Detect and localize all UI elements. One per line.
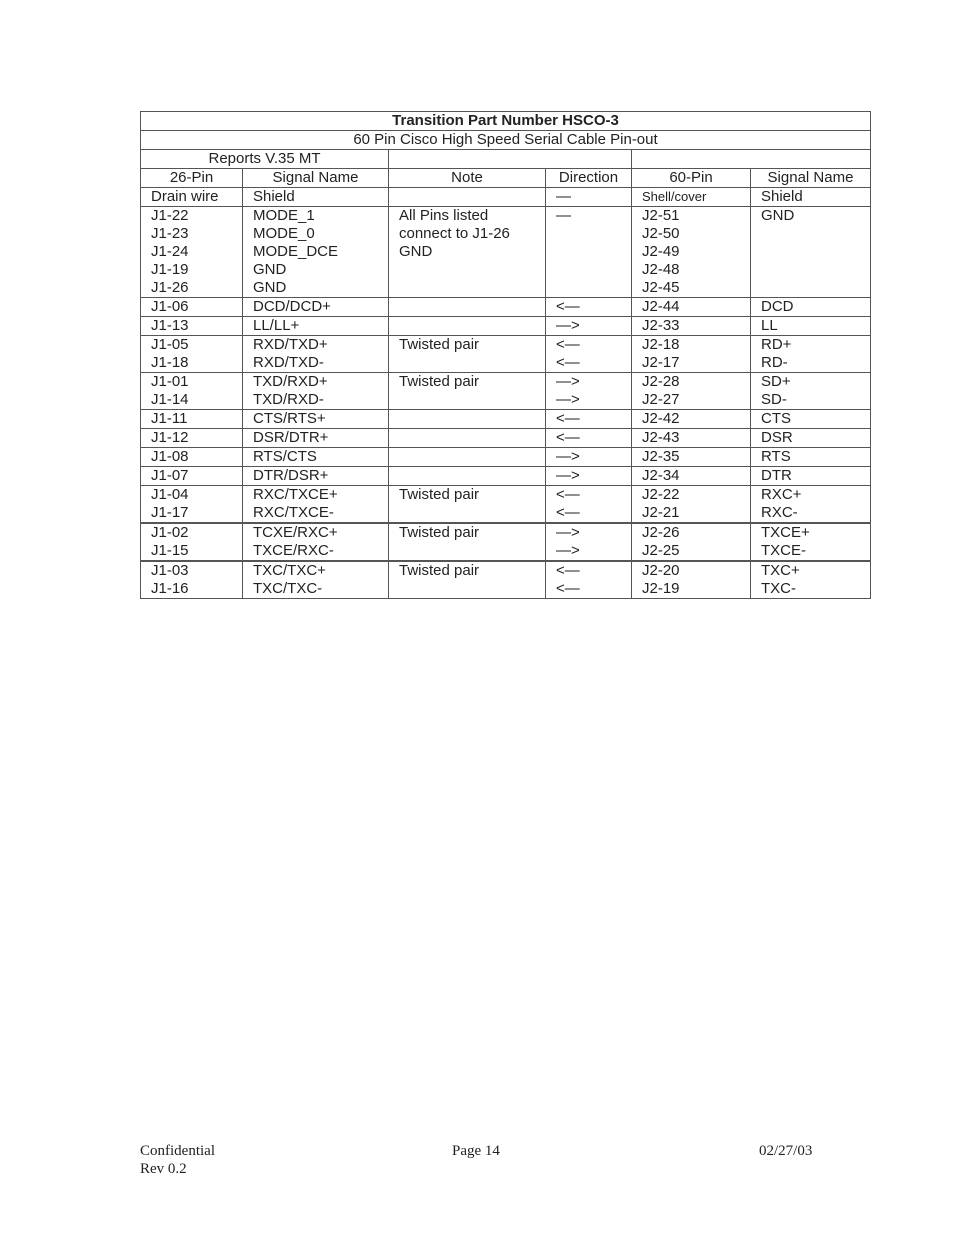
cell-line: J1-05 (151, 336, 189, 353)
pin-26-cell (141, 373, 243, 410)
cell-line: TXCE+ (761, 524, 810, 541)
note-cell (389, 561, 546, 599)
note-cell (389, 207, 546, 298)
header-signal-name-right: Signal Name (751, 169, 871, 188)
note-cell (389, 429, 546, 448)
cell-line: Drain wire (151, 188, 219, 205)
table-row (141, 561, 871, 599)
cell-line: TXC+ (761, 562, 800, 579)
cell-line: J1-14 (151, 391, 189, 408)
cell-line: GND (761, 207, 795, 224)
cell-line: SD- (761, 391, 787, 408)
cell-line: RXC- (761, 504, 798, 521)
cell-line: J2-33 (642, 317, 680, 334)
signal-name-26-cell (243, 467, 389, 486)
cell-line (399, 467, 535, 485)
cell-line: Twisted pair (399, 562, 480, 579)
cell-line: Twisted pair (399, 486, 480, 503)
table-row (141, 188, 871, 207)
cell-line: GND (253, 279, 287, 296)
direction-cell (546, 207, 632, 298)
signal-name-60-cell (751, 207, 871, 298)
direction-cell (546, 373, 632, 410)
note-cell (389, 298, 546, 317)
group-label-right (632, 150, 871, 169)
cell-line: J1-22 (151, 207, 189, 224)
cell-line: TXC/TXC- (253, 580, 323, 597)
cell-line (399, 317, 535, 335)
cell-line: <— (556, 336, 580, 353)
cell-line: J2-34 (642, 467, 680, 484)
note-cell (389, 188, 546, 207)
cell-line: J1-16 (151, 580, 189, 597)
pin-26-cell (141, 207, 243, 298)
cell-line: J2-50 (642, 225, 680, 242)
cell-line: RXD/TXD+ (253, 336, 328, 353)
cell-line: J1-04 (151, 486, 189, 503)
cell-line: —> (556, 542, 580, 559)
pin-26-cell (141, 429, 243, 448)
pin-26-cell (141, 467, 243, 486)
cell-line: <— (556, 562, 580, 579)
cell-line: Shield (761, 188, 803, 205)
cell-line: —> (556, 317, 580, 334)
signal-name-60-cell (751, 373, 871, 410)
note-cell (389, 336, 546, 373)
cell-line: — (556, 207, 571, 224)
signal-name-60-cell (751, 448, 871, 467)
pin-26-cell (141, 298, 243, 317)
cell-line: CTS/RTS+ (253, 410, 326, 427)
cell-line: — (556, 188, 571, 205)
cell-line: J2-45 (642, 279, 680, 296)
signal-name-60-cell (751, 523, 871, 561)
cell-line: J2-18 (642, 336, 680, 353)
footer-confidential: Confidential (140, 1143, 215, 1159)
pin-26-cell (141, 410, 243, 429)
cell-line: <— (556, 580, 580, 597)
cell-line: All Pins listed (399, 207, 489, 224)
cell-line: DTR/DSR+ (253, 467, 329, 484)
cell-line: TXCE- (761, 542, 806, 559)
signal-name-26-cell (243, 207, 389, 298)
note-cell (389, 523, 546, 561)
cell-line: <— (556, 298, 580, 315)
pin-60-cell (632, 207, 751, 298)
signal-name-26-cell (243, 523, 389, 561)
header-60-pin: 60-Pin (632, 169, 751, 188)
cell-line: J2-22 (642, 486, 680, 503)
pin-26-cell (141, 523, 243, 561)
cell-line: —> (556, 391, 580, 408)
table-row (141, 467, 871, 486)
table-row (141, 298, 871, 317)
cell-line: MODE_0 (253, 225, 315, 242)
cell-line: J2-25 (642, 542, 680, 559)
cell-line: J2-48 (642, 261, 680, 278)
direction-cell (546, 410, 632, 429)
cell-line: RXC/TXCE- (253, 504, 334, 521)
cell-line: —> (556, 524, 580, 541)
header-signal-name-left: Signal Name (243, 169, 389, 188)
cell-line: <— (556, 410, 580, 427)
cell-line (399, 429, 535, 447)
footer-page-number: Page 14 (452, 1143, 500, 1159)
cell-line: J2-42 (642, 410, 680, 427)
cell-line: <— (556, 486, 580, 503)
cell-line: RTS (761, 448, 791, 465)
table-row (141, 486, 871, 524)
cell-line: <— (556, 354, 580, 371)
cell-line: J2-19 (642, 580, 680, 597)
cell-line: J1-26 (151, 279, 189, 296)
cell-line: RD+ (761, 336, 792, 353)
signal-name-60-cell (751, 467, 871, 486)
note-cell (389, 467, 546, 486)
pin-26-cell (141, 486, 243, 524)
cell-line: TXD/RXD- (253, 391, 324, 408)
cell-line: Shell/cover (642, 189, 707, 204)
pin-60-cell (632, 298, 751, 317)
cell-line: DCD/DCD+ (253, 298, 331, 315)
cell-line: J2-28 (642, 373, 680, 390)
cell-line: TXC- (761, 580, 796, 597)
cell-line: RTS/CTS (253, 448, 317, 465)
direction-cell (546, 486, 632, 524)
cell-line: J1-15 (151, 542, 189, 559)
signal-name-60-cell (751, 298, 871, 317)
pin-60-cell (632, 448, 751, 467)
table-row (141, 410, 871, 429)
note-cell (389, 317, 546, 336)
group-label-left: Reports V.35 MT (141, 150, 389, 169)
cell-line: GND (253, 261, 287, 278)
cell-line: J1-24 (151, 243, 189, 260)
table-subtitle: 60 Pin Cisco High Speed Serial Cable Pin-out (141, 131, 871, 150)
cell-line: J1-11 (151, 410, 188, 427)
pin-60-cell (632, 429, 751, 448)
cell-line: J2-35 (642, 448, 680, 465)
cell-line: LL/LL+ (253, 317, 300, 334)
cell-line: Twisted pair (399, 524, 480, 541)
cell-line: J1-12 (151, 429, 189, 446)
cell-line: J1-07 (151, 467, 189, 484)
pin-26-cell (141, 336, 243, 373)
group-label-middle (389, 150, 632, 169)
signal-name-26-cell (243, 317, 389, 336)
pin-60-cell (632, 523, 751, 561)
pin-26-cell (141, 448, 243, 467)
pin-60-cell (632, 486, 751, 524)
cell-line: J2-49 (642, 243, 680, 260)
cell-line: MODE_DCE (253, 243, 339, 260)
signal-name-26-cell (243, 429, 389, 448)
cell-line: J1-18 (151, 354, 189, 371)
pin-60-cell (632, 373, 751, 410)
cell-line: DSR/DTR+ (253, 429, 329, 446)
cell-line: J2-21 (642, 504, 680, 521)
signal-name-26-cell (243, 448, 389, 467)
table-row (141, 317, 871, 336)
cell-line: J1-06 (151, 298, 189, 315)
cell-line: J1-08 (151, 448, 189, 465)
direction-cell (546, 523, 632, 561)
cell-line (399, 410, 535, 428)
table-body (141, 188, 871, 599)
signal-name-60-cell (751, 486, 871, 524)
cell-line: <— (556, 504, 580, 521)
cell-line: J2-17 (642, 354, 680, 371)
cell-line: TXC/TXC+ (253, 562, 326, 579)
footer-date: 02/27/03 (759, 1143, 813, 1159)
signal-name-60-cell (751, 188, 871, 207)
cell-line: J1-02 (151, 524, 189, 541)
note-cell (389, 373, 546, 410)
cell-line: CTS (761, 410, 791, 427)
cell-line: J2-27 (642, 391, 680, 408)
cell-line: DTR (761, 467, 792, 484)
cell-line (399, 188, 535, 206)
direction-cell (546, 467, 632, 486)
cell-line: J1-19 (151, 261, 189, 278)
table-row (141, 429, 871, 448)
signal-name-60-cell (751, 317, 871, 336)
cell-line: Shield (253, 188, 295, 205)
direction-cell (546, 188, 632, 207)
table-row (141, 207, 871, 298)
pin-60-cell (632, 336, 751, 373)
cell-line: TXCE/RXC- (253, 542, 334, 559)
footer-left (140, 1142, 215, 1178)
signal-name-60-cell (751, 429, 871, 448)
footer-revision: Rev 0.2 (140, 1161, 187, 1177)
cell-line: RXC/TXCE+ (253, 486, 338, 503)
cell-line: SD+ (761, 373, 791, 390)
cell-line: J1-23 (151, 225, 189, 242)
direction-cell (546, 429, 632, 448)
pin-26-cell (141, 317, 243, 336)
cell-line: MODE_1 (253, 207, 315, 224)
column-header-row (141, 169, 871, 188)
signal-name-60-cell (751, 336, 871, 373)
table-row (141, 523, 871, 561)
signal-name-60-cell (751, 410, 871, 429)
direction-cell (546, 561, 632, 599)
header-26-pin: 26-Pin (141, 169, 243, 188)
cell-line: —> (556, 448, 580, 465)
table-row (141, 448, 871, 467)
cell-line: J2-26 (642, 524, 680, 541)
note-cell (389, 410, 546, 429)
note-cell (389, 448, 546, 467)
cell-line: J2-44 (642, 298, 680, 315)
signal-name-26-cell (243, 561, 389, 599)
table-title: Transition Part Number HSCO-3 (141, 112, 871, 131)
pinout-table (140, 111, 871, 599)
pin-26-cell (141, 561, 243, 599)
header-direction: Direction (546, 169, 632, 188)
pin-26-cell (141, 188, 243, 207)
direction-cell (546, 298, 632, 317)
cell-line (399, 448, 535, 466)
signal-name-60-cell (751, 561, 871, 599)
signal-name-26-cell (243, 188, 389, 207)
cell-line: LL (761, 317, 778, 334)
signal-name-26-cell (243, 410, 389, 429)
signal-name-26-cell (243, 336, 389, 373)
signal-name-26-cell (243, 486, 389, 524)
cell-line: J2-20 (642, 562, 680, 579)
cell-line: J2-43 (642, 429, 680, 446)
cell-line: —> (556, 373, 580, 390)
cell-line: GND (399, 243, 433, 260)
cell-line: <— (556, 429, 580, 446)
cell-line: RD- (761, 354, 788, 371)
table-row (141, 336, 871, 373)
cell-line: J1-01 (151, 373, 189, 390)
pin-60-cell (632, 467, 751, 486)
cell-line: RXD/TXD- (253, 354, 324, 371)
cell-line: J2-51 (642, 207, 680, 224)
direction-cell (546, 448, 632, 467)
cell-line: J1-17 (151, 504, 189, 521)
signal-name-26-cell (243, 298, 389, 317)
cell-line: DSR (761, 429, 793, 446)
cell-line: DCD (761, 298, 794, 315)
cell-line: —> (556, 467, 580, 484)
pin-60-cell (632, 188, 751, 207)
cell-line (399, 298, 535, 316)
header-note: Note (389, 169, 546, 188)
cell-line: RXC+ (761, 486, 802, 503)
pin-60-cell (632, 561, 751, 599)
direction-cell (546, 336, 632, 373)
cell-line: J1-13 (151, 317, 189, 334)
note-cell (389, 486, 546, 524)
pin-60-cell (632, 317, 751, 336)
cell-line: TCXE/RXC+ (253, 524, 338, 541)
cell-line: connect to J1-26 (399, 225, 510, 242)
direction-cell (546, 317, 632, 336)
table-row (141, 373, 871, 410)
cell-line: TXD/RXD+ (253, 373, 328, 390)
cell-line: J1-03 (151, 562, 189, 579)
cell-line: Twisted pair (399, 373, 480, 390)
pin-60-cell (632, 410, 751, 429)
cell-line: Twisted pair (399, 336, 480, 353)
signal-name-26-cell (243, 373, 389, 410)
